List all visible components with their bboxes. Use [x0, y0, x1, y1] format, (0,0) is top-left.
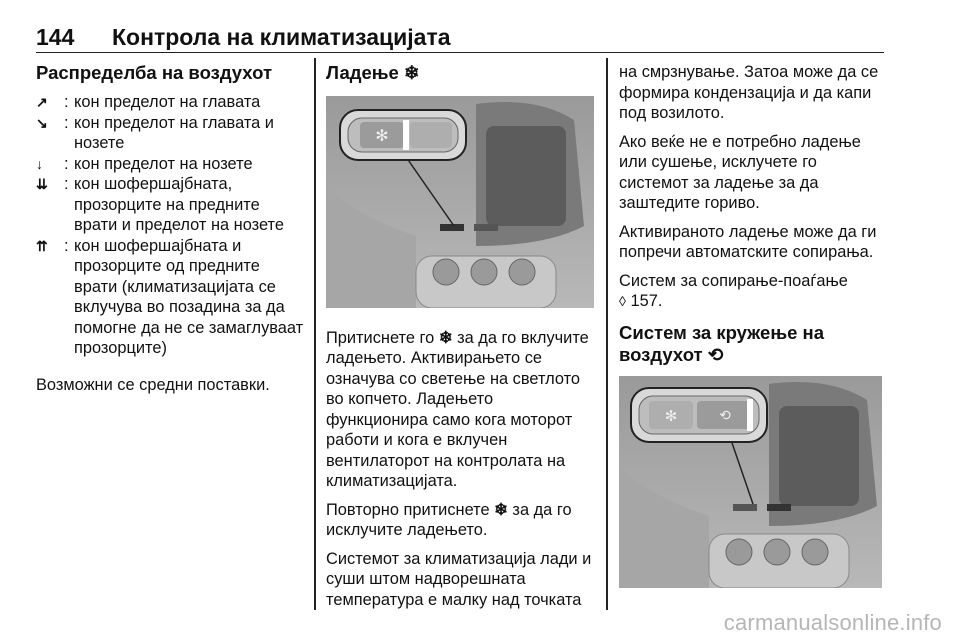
- page-header: [36, 22, 884, 53]
- snowflake-icon: ❄: [403, 62, 420, 83]
- column-divider: [314, 58, 316, 610]
- upper-lower-airflow-icon: ↘: [36, 114, 48, 131]
- svg-text:✻: ✻: [375, 126, 389, 145]
- upper-body-airflow-icon: ↗: [36, 94, 48, 110]
- watermark: carmanualsonline.info: [723, 610, 942, 635]
- cooling-paragraph-activate: Притиснете го ❄ за да го вклучите ладењето. Активирањето се означува со светење на светлото во копчето. Ладењето функционира само кога моторот работи и кога е вклучен вентилаторот на контролата на климатизацијата.: [326, 328, 589, 490]
- column-air-distribution: [36, 62, 304, 403]
- stop-start-reference: Систем за сопирање-поаѓање ◊ 157.: [619, 271, 848, 310]
- definition-item: ⇈ : кон шофершајбната и прозорците од предните врати (климатизацијата се вклучува во позадина за да помогне да не се замаглуваат прозорците): [36, 236, 304, 357]
- column-divider: [606, 58, 608, 610]
- cooling-paragraph-system: Системот за климатизација лади и суши штом надворешната температура е малку над точката: [326, 549, 592, 609]
- definition-text: кон пределот на нозете: [74, 154, 253, 173]
- definition-item: ↗ : кон пределот на главата: [36, 92, 304, 113]
- recirculation-icon: ⟲: [707, 343, 724, 365]
- definition-text: кон шофершајбната, прозорците на предните врати и пределот на нозете: [74, 175, 284, 234]
- fuel-saving-paragraph: Ако веќе не е потребно ладење или сушење, исклучете го системот за ладење за да заштедите гориво.: [619, 132, 861, 212]
- page-number: 144: [36, 24, 75, 50]
- cooling-paragraph-deactivate: Повторно притиснете ❄ за да го исклучите ладењето.: [326, 500, 572, 539]
- svg-text:⟲: ⟲: [719, 407, 731, 424]
- definition-text: кон пределот на главата: [74, 93, 261, 111]
- intermediate-settings-note: Возможни се средни поставки.: [36, 375, 270, 394]
- ac-control-panel-illustration: [326, 96, 594, 308]
- condensation-paragraph: на смрзнување. Затоа може да се формира кондензација и да капи под возилото.: [619, 63, 879, 122]
- section-heading-recirculation: Систем за кружење на воздухот ⟲: [619, 321, 824, 365]
- column-cooling: [326, 62, 598, 618]
- column-continued: [619, 62, 887, 593]
- page-title: Контрола на климатизацијата: [112, 24, 451, 50]
- section-heading-air-distribution: Распределба на воздухот: [36, 62, 273, 83]
- definition-item: ⇊ : кон шофершајбната, прозорците на предните врати и пределот на нозете: [36, 174, 304, 236]
- definition-text: кон шофершајбната и прозорците од предните врати (климатизацијата се вклучува во позадина за да помогне да не се замаглуваат прозорците): [74, 236, 304, 357]
- definition-text: кон пределот на главата и нозете: [74, 113, 274, 152]
- windscreen-airflow-icon: ⇈: [36, 237, 48, 254]
- autostop-paragraph: Активираното ладење може да ги попречи автоматските сопирања.: [619, 222, 877, 261]
- section-heading-cooling: Ладење ❄: [326, 62, 420, 83]
- footwell-airflow-icon: ↓: [36, 155, 43, 172]
- snowflake-icon: ❄: [438, 328, 453, 347]
- recirculation-control-illustration: [619, 376, 882, 588]
- reference-arrow-icon: ◊: [619, 293, 626, 309]
- definition-item: ↓ : кон пределот на нозете: [36, 154, 304, 175]
- windscreen-footwell-airflow-icon: ⇊: [36, 176, 48, 192]
- svg-text:✻: ✻: [664, 406, 678, 425]
- reference-link[interactable]: 157.: [630, 292, 663, 310]
- snowflake-icon: ❄: [494, 500, 508, 519]
- definition-item: ↘ : кон пределот на главата и нозете: [36, 113, 304, 154]
